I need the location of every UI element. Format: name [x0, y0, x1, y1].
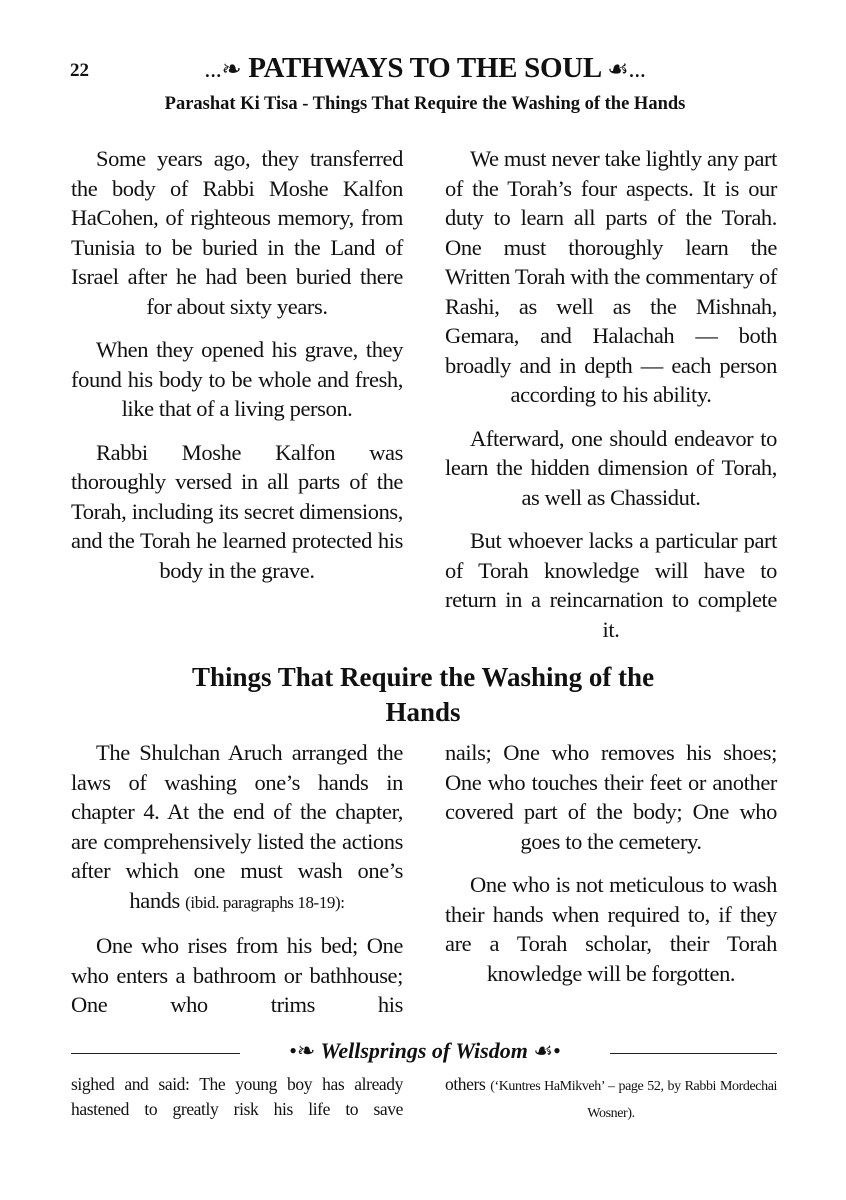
ornament-right-icon: ☙...	[607, 57, 646, 83]
chapter-subtitle: Parashat Ki Tisa - Things That Require the Washing of the Hands	[164, 94, 686, 114]
footer-text: sighed and said: The young boy has already hastened to greatly risk his life to save	[71, 1074, 403, 1119]
section-heading: Things That Require the Washing of the Hands	[191, 662, 655, 727]
footer-right-column	[445, 1072, 777, 1126]
page-number: 22	[70, 60, 89, 81]
section2-right-column	[445, 738, 777, 1002]
paragraph: We must never take lightly any part of the Torah’s four aspects. It is our duty to learn all parts of the Torah. One must thoroughly learn the Written Torah with the commentary of Rashi, as well as the Mishnah, Gemara, and Halachah — both broadly and in depth — each person according to his ability.	[445, 146, 777, 407]
paragraph: One who rises from his bed; One who enters a bathroom or bathhouse; One who trims his	[71, 933, 403, 1017]
section2-left-column	[71, 738, 403, 1034]
paragraph: When they opened his grave, they found his body to be whole and fresh, like that of a living person.	[71, 337, 403, 421]
paragraph: Some years ago, they transferred the body of Rabbi Moshe Kalfon HaCohen, of righteous memory, from Tunisia to be buried in the Land of Israel after he had been buried there for about sixty years.	[71, 146, 403, 319]
paragraph: Rabbi Moshe Kalfon was thoroughly versed in all parts of the Torah, including its secret dimensions, and the Torah he learned protected his body in the grave.	[71, 439, 403, 583]
ornament-right-icon: ☙•	[533, 1038, 561, 1063]
footer-title: Wellsprings of Wisdom	[320, 1038, 528, 1063]
citation: (ibid. paragraphs 18-19):	[185, 892, 345, 912]
book-title: PATHWAYS TO THE SOUL	[248, 52, 601, 84]
paragraph: nails; One who removes his shoes; One who touches their feet or another covered part of the body; One who goes to the cemetery.	[445, 740, 777, 854]
paragraph: One who is not meticulous to wash their hands when required to, if they are a Torah scholar, their Torah knowledge will be forgotten.	[445, 872, 777, 986]
paragraph: Afterward, one should endeavor to learn the hidden dimension of Torah, as well as Chassidut.	[445, 425, 777, 510]
ornament-left-icon: •❧	[289, 1038, 316, 1063]
footer-heading	[240, 1038, 610, 1064]
paragraph-text: The Shulchan Aruch arranged the laws of washing one’s hands in chapter 4. At the end of the chapter, are comprehensively listed the actions after which one must wash one’s hands	[71, 740, 403, 913]
ornament-left-icon: ...❧	[204, 57, 242, 83]
section1-left-column	[71, 144, 403, 599]
footer-text-main: others	[445, 1074, 486, 1094]
footer-citation: (‘Kuntres HaMikveh’ – page 52, by Rabbi Mordechai Wosner).	[490, 1079, 778, 1121]
footer-text	[445, 1072, 777, 1126]
footer-left-column	[71, 1072, 403, 1122]
paragraph: But whoever lacks a particular part of Torah knowledge will have to return in a reincarnation to complete it.	[445, 528, 777, 642]
paragraph	[71, 738, 403, 917]
section1-right-column	[445, 144, 777, 658]
running-title	[130, 52, 720, 85]
